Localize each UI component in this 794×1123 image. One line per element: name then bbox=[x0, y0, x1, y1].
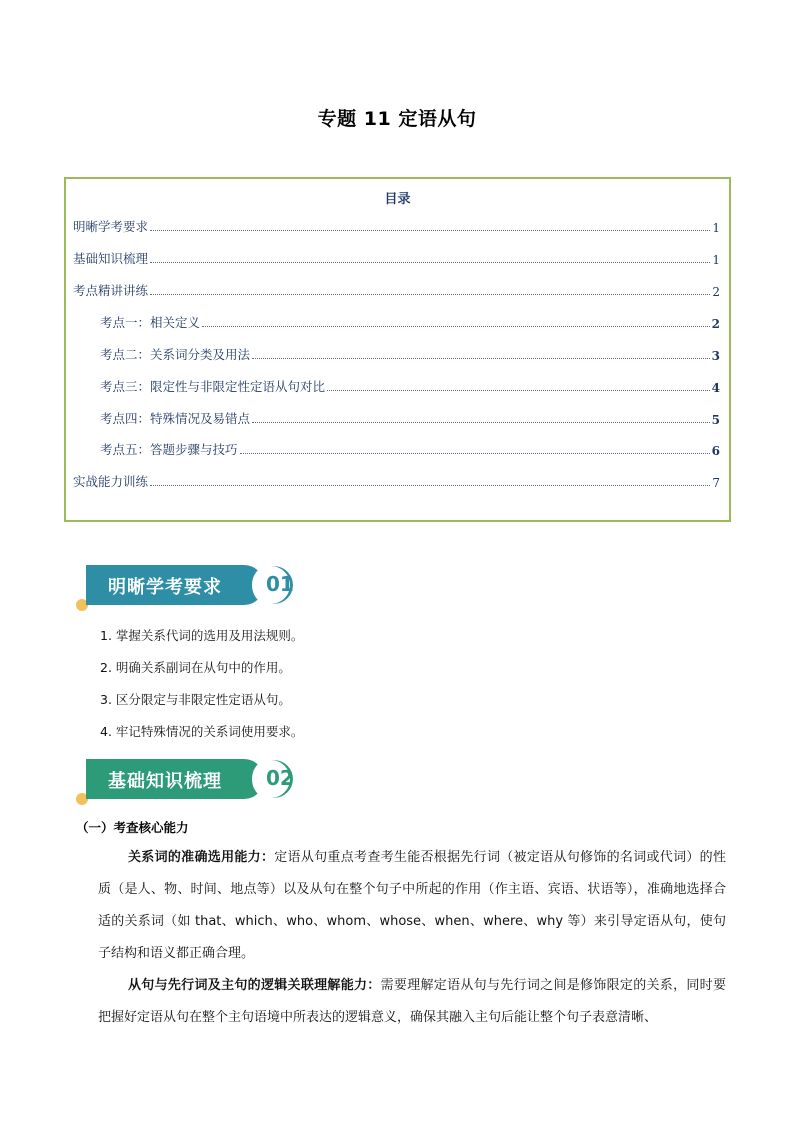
toc-leader bbox=[240, 453, 710, 454]
section-title: 明晰学考要求 bbox=[108, 577, 222, 598]
toc-entry[interactable]: 基础知识梳理 1 bbox=[73, 251, 720, 267]
banner-bar bbox=[86, 565, 264, 605]
toc-leader bbox=[150, 230, 710, 231]
paragraph bbox=[98, 842, 726, 970]
section-number: 02 bbox=[266, 766, 294, 790]
section-number: 01 bbox=[266, 572, 294, 596]
requirement-item: 4. 牢记特殊情况的关系词使用要求。 bbox=[100, 724, 304, 739]
requirement-item: 3. 区分限定与非限定性定语从句。 bbox=[100, 692, 291, 707]
section-banner-basics bbox=[76, 757, 306, 807]
paragraph-body: 定语从句重点考查考生能否根据先行词（被定语从句修饰的名词或代词）的性质（是人、物、时间、地点等）以及从句在整个句子中所起的作用（作主语、宾语、状语等），准确地选择合适的关系词（如 that、which、who、whom、whose、when、where、why 等）来引导定语从句，使句子结构和语义都正确合理。 bbox=[98, 850, 726, 961]
toc-entry[interactable]: 明晰学考要求 1 bbox=[73, 219, 720, 235]
toc-entry[interactable]: 实战能力训练 7 bbox=[73, 474, 720, 490]
table-of-contents bbox=[64, 177, 731, 522]
section-banner-requirements bbox=[76, 563, 306, 613]
banner-bar bbox=[86, 759, 264, 799]
toc-heading: 目录 bbox=[384, 192, 411, 207]
toc-leader bbox=[150, 294, 710, 295]
toc-leader bbox=[150, 485, 710, 486]
toc-leader bbox=[327, 390, 710, 391]
requirement-item: 1. 掌握关系代词的选用及用法规则。 bbox=[100, 628, 304, 643]
toc-leader bbox=[252, 358, 710, 359]
toc-entry[interactable]: 考点五：答题步骤与技巧 6 bbox=[100, 442, 720, 458]
toc-entry[interactable]: 考点一：相关定义 2 bbox=[100, 315, 720, 331]
paragraph-lead: 关系词的准确选用能力： bbox=[128, 850, 275, 865]
toc-entry[interactable]: 考点三：限定性与非限定性定语从句对比 4 bbox=[100, 379, 720, 395]
toc-entry[interactable]: 考点二：关系词分类及用法 3 bbox=[100, 347, 720, 363]
toc-entry[interactable]: 考点四：特殊情况及易错点 5 bbox=[100, 411, 720, 427]
document-title: 专题 11 定语从句 bbox=[317, 108, 477, 130]
requirement-item: 2. 明确关系副词在从句中的作用。 bbox=[100, 660, 291, 675]
subheading: （一）考查核心能力 bbox=[76, 820, 189, 835]
paragraph-body: 需要理解定语从句与先行词之间是修饰限定的关系，同时要把握好定语从句在整个主句语境中所表达的逻辑意义，确保其融入主句后能让整个句子表意清晰、 bbox=[98, 978, 726, 1025]
paragraph bbox=[98, 970, 726, 1034]
toc-leader bbox=[202, 326, 710, 327]
paragraph-lead: 从句与先行词及主句的逻辑关联理解能力： bbox=[128, 978, 381, 993]
section-title: 基础知识梳理 bbox=[108, 771, 222, 792]
toc-leader bbox=[252, 422, 710, 423]
toc-leader bbox=[150, 262, 710, 263]
toc-entry[interactable]: 考点精讲讲练 2 bbox=[73, 283, 720, 299]
